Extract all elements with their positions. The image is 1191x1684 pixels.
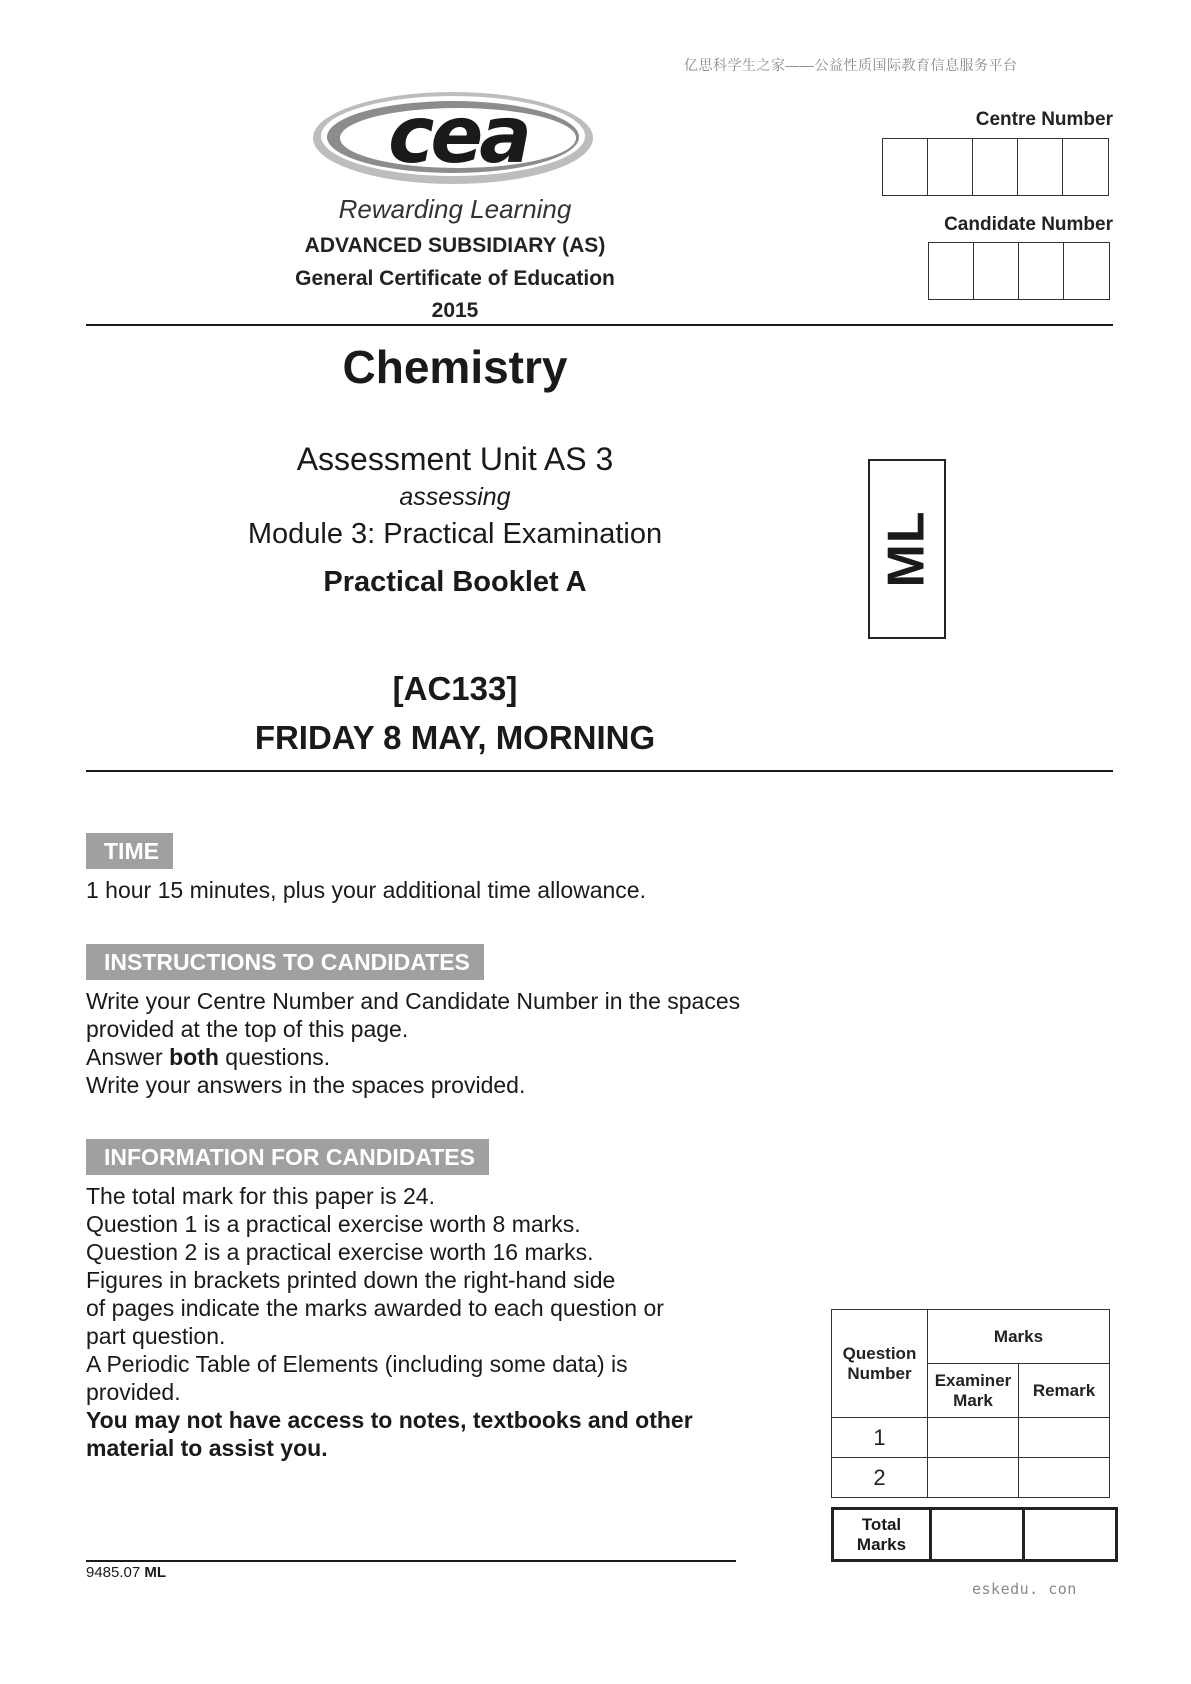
marks-table xyxy=(831,1309,1110,1498)
ml-label: ML xyxy=(878,510,936,588)
candidate-number-label: Candidate Number xyxy=(944,214,1113,235)
centre-number-cell[interactable] xyxy=(1018,139,1063,195)
footer-code-number: 9485.07 xyxy=(86,1564,141,1581)
examiner-mark-cell[interactable] xyxy=(928,1418,1019,1458)
information-line: Question 2 is a practical exercise worth 16 marks. xyxy=(86,1239,594,1265)
tagline: Rewarding Learning xyxy=(338,194,572,224)
assessment-unit: Assessment Unit AS 3 xyxy=(296,441,614,477)
instruction-line-bold: both xyxy=(169,1044,219,1070)
question-number-header xyxy=(832,1310,928,1418)
centre-number-cell[interactable] xyxy=(973,139,1018,195)
total-label-line: Total xyxy=(861,1514,902,1534)
module-title: Module 3: Practical Examination xyxy=(247,518,663,550)
information-line: part question. xyxy=(86,1323,226,1349)
total-label-line: Marks xyxy=(856,1534,907,1554)
remark-cell[interactable] xyxy=(1019,1418,1110,1458)
centre-number-cell[interactable] xyxy=(928,139,973,195)
svg-text:cea: cea xyxy=(388,91,528,181)
qualification-level: ADVANCED SUBSIDIARY (AS) xyxy=(304,234,606,257)
question-number-cell: 1 xyxy=(832,1418,928,1458)
centre-number-cell[interactable] xyxy=(883,139,928,195)
information-line: provided. xyxy=(86,1379,181,1405)
footer-code-suffix: ML xyxy=(144,1564,167,1581)
marks-header: Marks xyxy=(928,1310,1110,1364)
information-line: The total mark for this paper is 24. xyxy=(86,1183,435,1209)
candidate-number-boxes[interactable] xyxy=(928,242,1110,300)
total-remark-cell[interactable] xyxy=(1024,1509,1117,1561)
footer-site-watermark: eskedu. con xyxy=(972,1580,1077,1598)
question-number-cell: 2 xyxy=(832,1458,928,1498)
header-divider xyxy=(86,324,1113,326)
question-header-line: Question xyxy=(842,1343,917,1363)
total-examiner-cell[interactable] xyxy=(931,1509,1024,1561)
examiner-mark-header xyxy=(928,1364,1019,1418)
instruction-line-pre: Answer xyxy=(86,1044,170,1070)
total-marks-table xyxy=(831,1507,1118,1562)
information-bold-line xyxy=(86,1434,693,1462)
centre-number-label: Centre Number xyxy=(975,109,1113,130)
instructions-text xyxy=(86,987,740,1099)
information-line: Figures in brackets printed down the right-hand side xyxy=(86,1267,616,1293)
information-line: Question 1 is a practical exercise worth 8 marks. xyxy=(86,1211,581,1237)
total-marks-label xyxy=(833,1509,931,1561)
candidate-number-cell[interactable] xyxy=(974,243,1019,299)
ml-box xyxy=(868,459,946,639)
time-line: 1 hour 15 minutes, plus your additional time allowance. xyxy=(86,877,646,903)
information-heading: INFORMATION FOR CANDIDATES xyxy=(86,1139,489,1175)
examiner-header-line: Examiner xyxy=(934,1370,1012,1390)
booklet-title: Practical Booklet A xyxy=(323,566,587,598)
instruction-line xyxy=(86,1043,740,1071)
instruction-line: Write your answers in the spaces provided. xyxy=(86,1072,526,1098)
instructions-heading: INSTRUCTIONS TO CANDIDATES xyxy=(86,944,484,980)
information-bold-line xyxy=(86,1406,693,1434)
information-line: of pages indicate the marks awarded to each question or xyxy=(86,1295,664,1321)
centre-number-boxes[interactable] xyxy=(882,138,1109,196)
information-bold-text: You may not have access to notes, textbooks and other xyxy=(86,1407,693,1433)
remark-cell[interactable] xyxy=(1019,1458,1110,1498)
top-watermark-text: 亿思科学生之家——公益性质国际教育信息服务平台 xyxy=(684,57,1018,73)
cea-logo xyxy=(308,86,598,188)
exam-date: FRIDAY 8 MAY, MORNING xyxy=(254,719,656,756)
time-heading: TIME xyxy=(86,833,173,869)
exam-year: 2015 xyxy=(431,299,479,322)
assessing-label: assessing xyxy=(399,483,511,511)
footer-code xyxy=(86,1564,166,1581)
examiner-header-line: Mark xyxy=(953,1390,993,1410)
candidate-number-cell[interactable] xyxy=(1064,243,1109,299)
information-line: A Periodic Table of Elements (including some data) is xyxy=(86,1351,628,1377)
paper-code: [AC133] xyxy=(392,670,518,707)
information-text xyxy=(86,1182,693,1462)
certificate-name: General Certificate of Education xyxy=(295,267,615,290)
question-header-line: Number xyxy=(847,1363,912,1383)
candidate-number-cell[interactable] xyxy=(929,243,974,299)
instruction-line-post: questions. xyxy=(218,1044,331,1070)
centre-number-cell[interactable] xyxy=(1063,139,1108,195)
footer-divider xyxy=(86,1560,736,1562)
examiner-mark-cell[interactable] xyxy=(928,1458,1019,1498)
remark-header: Remark xyxy=(1019,1364,1110,1418)
information-bold-text: material to assist you. xyxy=(86,1435,328,1461)
title-divider xyxy=(86,770,1113,772)
subject-title: Chemistry xyxy=(342,341,568,393)
instruction-line: provided at the top of this page. xyxy=(86,1016,409,1042)
candidate-number-cell[interactable] xyxy=(1019,243,1064,299)
instruction-line: Write your Centre Number and Candidate Number in the spaces xyxy=(86,988,741,1014)
time-text xyxy=(86,876,646,904)
